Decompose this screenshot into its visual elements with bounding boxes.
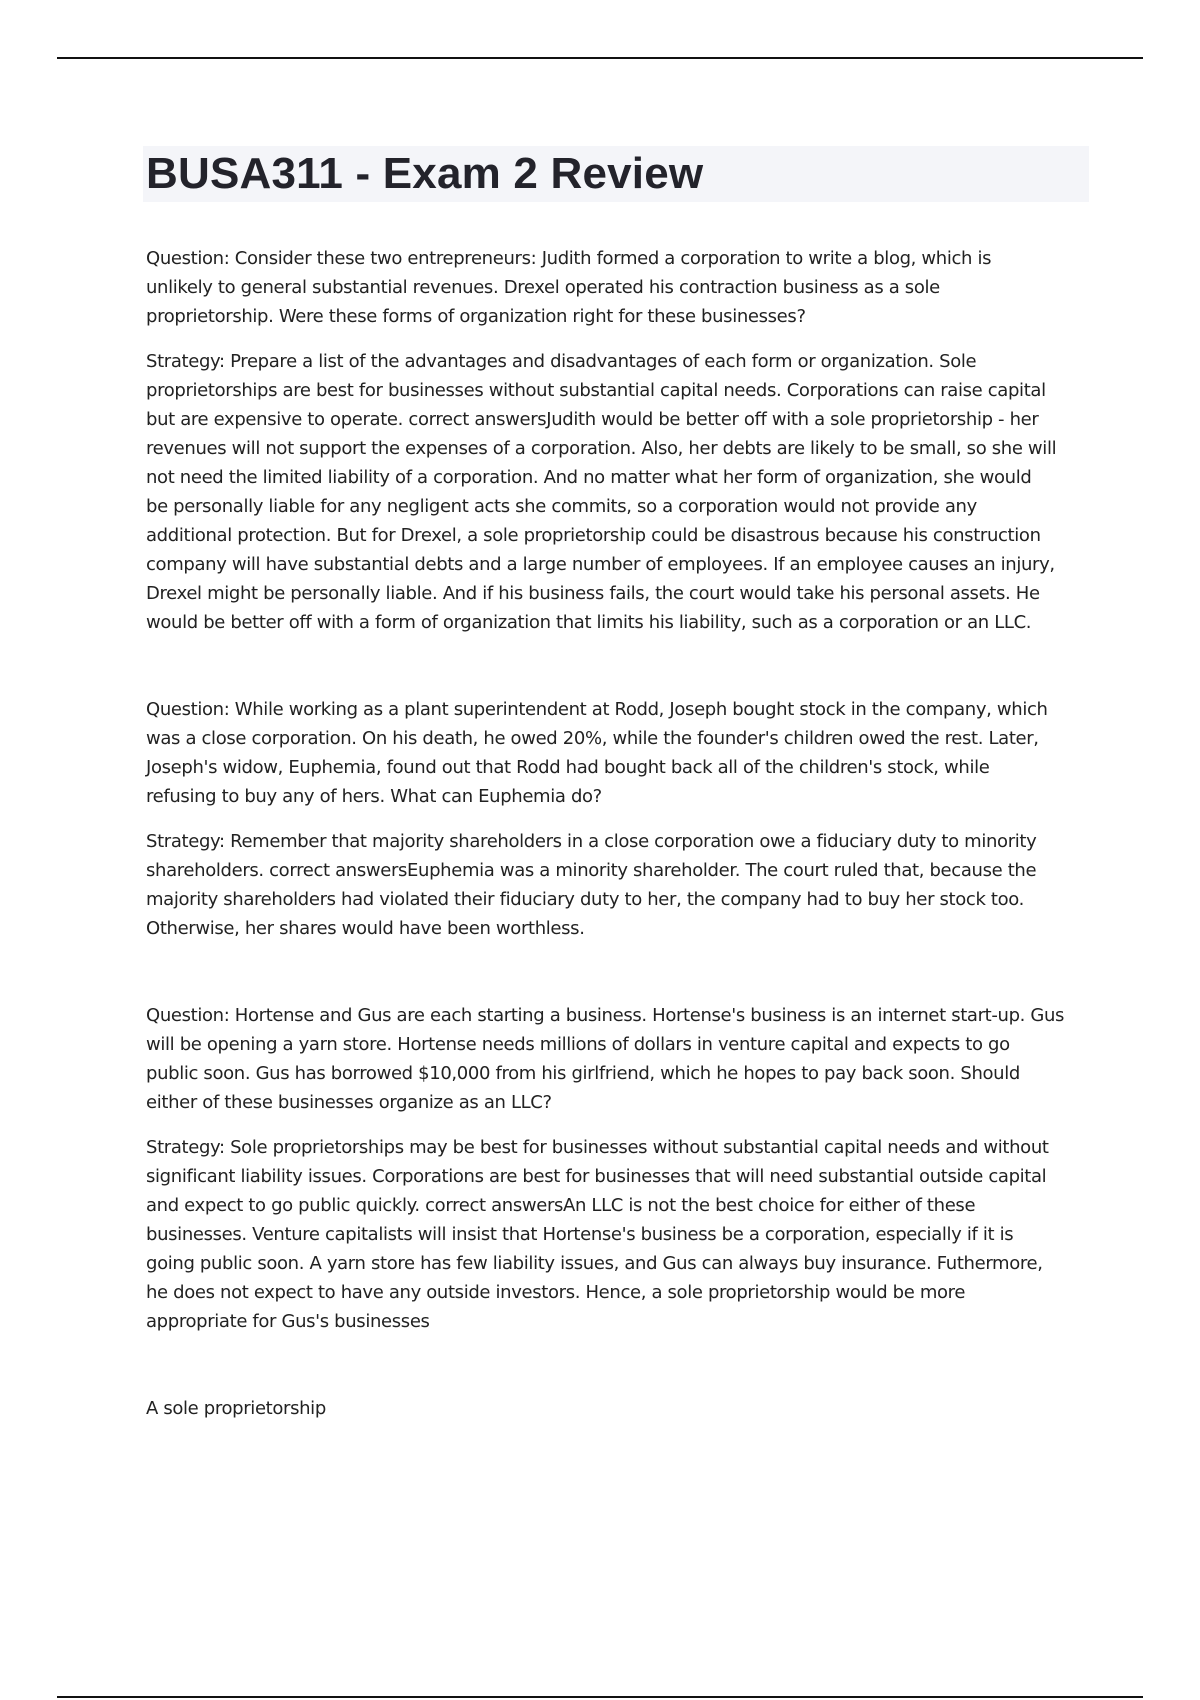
document-content bbox=[146, 244, 1092, 1423]
top-rule bbox=[57, 57, 1143, 59]
qa-block-2 bbox=[146, 695, 1092, 943]
strategy-text: Strategy: Sole proprietorships may be best for businesses without substantial capital needs and without significant liability issues. Corporations are best for businesses that will need substantial outside capital and expect to go public quickly. correct answersAn LLC is not the best choice for either of these businesses. Venture capitalists will insist that Hortense's business be a corporation, especially if it is going public soon. A yarn store has few liability issues, and Gus can always buy insurance. Futhermore, he does not expect to have any outside investors. Hence, a sole proprietorship would be more appropriate for Gus's businesses bbox=[146, 1137, 1049, 1332]
qa-block-1 bbox=[146, 244, 1092, 637]
final-answer-text: A sole proprietorship bbox=[146, 1398, 326, 1419]
page-title: BUSA311 - Exam 2 Review bbox=[146, 149, 704, 198]
qa-block-3 bbox=[146, 1001, 1092, 1336]
strategy-text: Strategy: Remember that majority shareholders in a close corporation owe a fiduciary duty to minority shareholders. correct answersEuphemia was a minority shareholder. The court ruled that, because the majority shareholders had violated their fiduciary duty to her, the company had to buy her stock too. Otherwise, her shares would have been worthless. bbox=[146, 831, 1037, 939]
question-text: Question: Consider these two entrepreneurs: Judith formed a corporation to write a blog, which is unlikely to general substantial revenues. Drexel operated his contraction business as a sole proprietorship. Were these forms of organization right for these businesses? bbox=[146, 248, 992, 327]
question-text: Question: Hortense and Gus are each starting a business. Hortense's business is an internet start-up. Gus will be opening a yarn store. Hortense needs millions of dollars in venture capital and expects to go public soon. Gus has borrowed $10,000 from his girlfriend, which he hopes to pay back soon. Should either of these businesses organize as an LLC? bbox=[146, 1005, 1065, 1113]
spacer bbox=[146, 943, 1092, 1001]
spacer bbox=[146, 1336, 1092, 1394]
bottom-rule bbox=[57, 1696, 1143, 1698]
question-text: Question: While working as a plant superintendent at Rodd, Joseph bought stock in the company, which was a close corporation. On his death, he owed 20%, while the founder's children owed the rest. Later, Joseph's widow, Euphemia, found out that Rodd had bought back all of the children's stock, while refusing to buy any of hers. What can Euphemia do? bbox=[146, 699, 1048, 807]
spacer bbox=[146, 637, 1092, 695]
strategy-text: Strategy: Prepare a list of the advantages and disadvantages of each form or organization. Sole proprietorships are best for businesses without substantial capital needs. Corporations can raise capital but are expensive to operate. correct answersJudith would be better off with a sole proprietorship - her revenues will not support the expenses of a corporation. Also, her debts are likely to be small, so she will not need the limited liability of a corporation. And no matter what her form of organization, she would be personally liable for any negligent acts she commits, so a corporation would not provide any additional protection. But for Drexel, a sole proprietorship could be disastrous because his construction company will have substantial debts and a large number of employees. If an employee causes an injury, Drexel might be personally liable. And if his business fails, the court would take his personal assets. He would be better off with a form of organization that limits his liability, such as a corporation or an LLC. bbox=[146, 351, 1057, 633]
